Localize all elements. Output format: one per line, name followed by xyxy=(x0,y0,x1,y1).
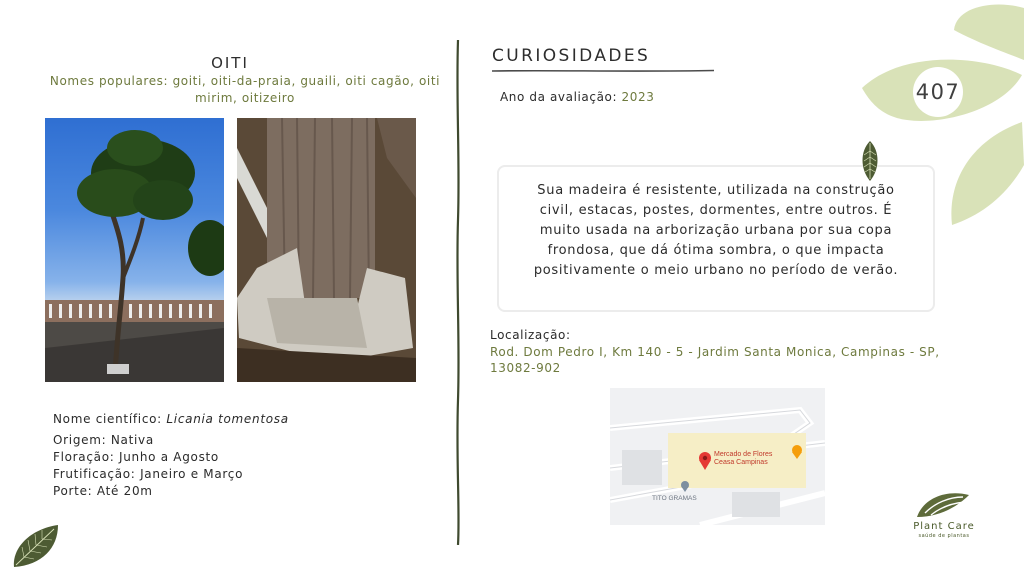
trunk-photo xyxy=(237,118,416,382)
species-name: OITI xyxy=(211,54,249,72)
scientific-label: Nome científico: xyxy=(53,412,167,426)
popular-names: Nomes populares: goiti, oiti-da-praia, guaili, oiti cagão, oiti mirim, oitizeiro xyxy=(49,74,441,105)
map-place-line1: Mercado de Flores xyxy=(714,451,773,458)
evaluation-year xyxy=(500,90,655,104)
leaf-icon xyxy=(860,141,880,181)
fruiting: Frutificação: Janeiro e Março xyxy=(53,467,244,481)
logo-leaf-icon xyxy=(905,487,983,521)
origin: Origem: Nativa xyxy=(53,433,154,447)
evaluation-year-value: 2023 xyxy=(621,90,655,104)
location-map[interactable] xyxy=(610,388,825,525)
evaluation-year-label: Ano da avaliação: xyxy=(500,90,622,104)
tree-photo xyxy=(45,118,224,382)
location-label: Localização: xyxy=(490,328,571,342)
size: Porte: Até 20m xyxy=(53,484,153,498)
curiosities-title: CURIOSIDADES xyxy=(492,46,651,66)
plant-care-logo xyxy=(905,487,983,541)
leaf-decoration-icon xyxy=(12,523,60,569)
logo-tagline: saúde de plantas xyxy=(918,533,970,539)
map-place-line2: Ceasa Campinas xyxy=(714,459,768,466)
map-illustration xyxy=(610,388,825,525)
page-counter: 407 xyxy=(913,67,963,117)
vertical-divider xyxy=(455,40,461,545)
tree-photo-illustration xyxy=(45,118,224,382)
curiosity-text: Sua madeira é resistente, utilizada na construção civil, estacas, postes, dormentes, entre outros. É muito usada na arborização urbana por sua copa frondosa, que dá ótima sombra, o que impacta positivamente o meio urbano no período de verão. xyxy=(533,183,899,278)
map-label-other: TITO GRAMAS xyxy=(652,495,697,502)
logo-name: Plant Care xyxy=(913,521,975,532)
flowering: Floração: Junho a Agosto xyxy=(53,450,219,464)
species-details xyxy=(53,411,433,500)
title-underline xyxy=(492,68,714,74)
trunk-photo-illustration xyxy=(237,118,416,382)
scientific-value: Licania tomentosa xyxy=(166,412,289,426)
location-address: Rod. Dom Pedro I, Km 140 - 5 - Jardim Santa Monica, Campinas - SP, 13082-902 xyxy=(490,345,940,375)
scientific-name xyxy=(53,411,433,428)
